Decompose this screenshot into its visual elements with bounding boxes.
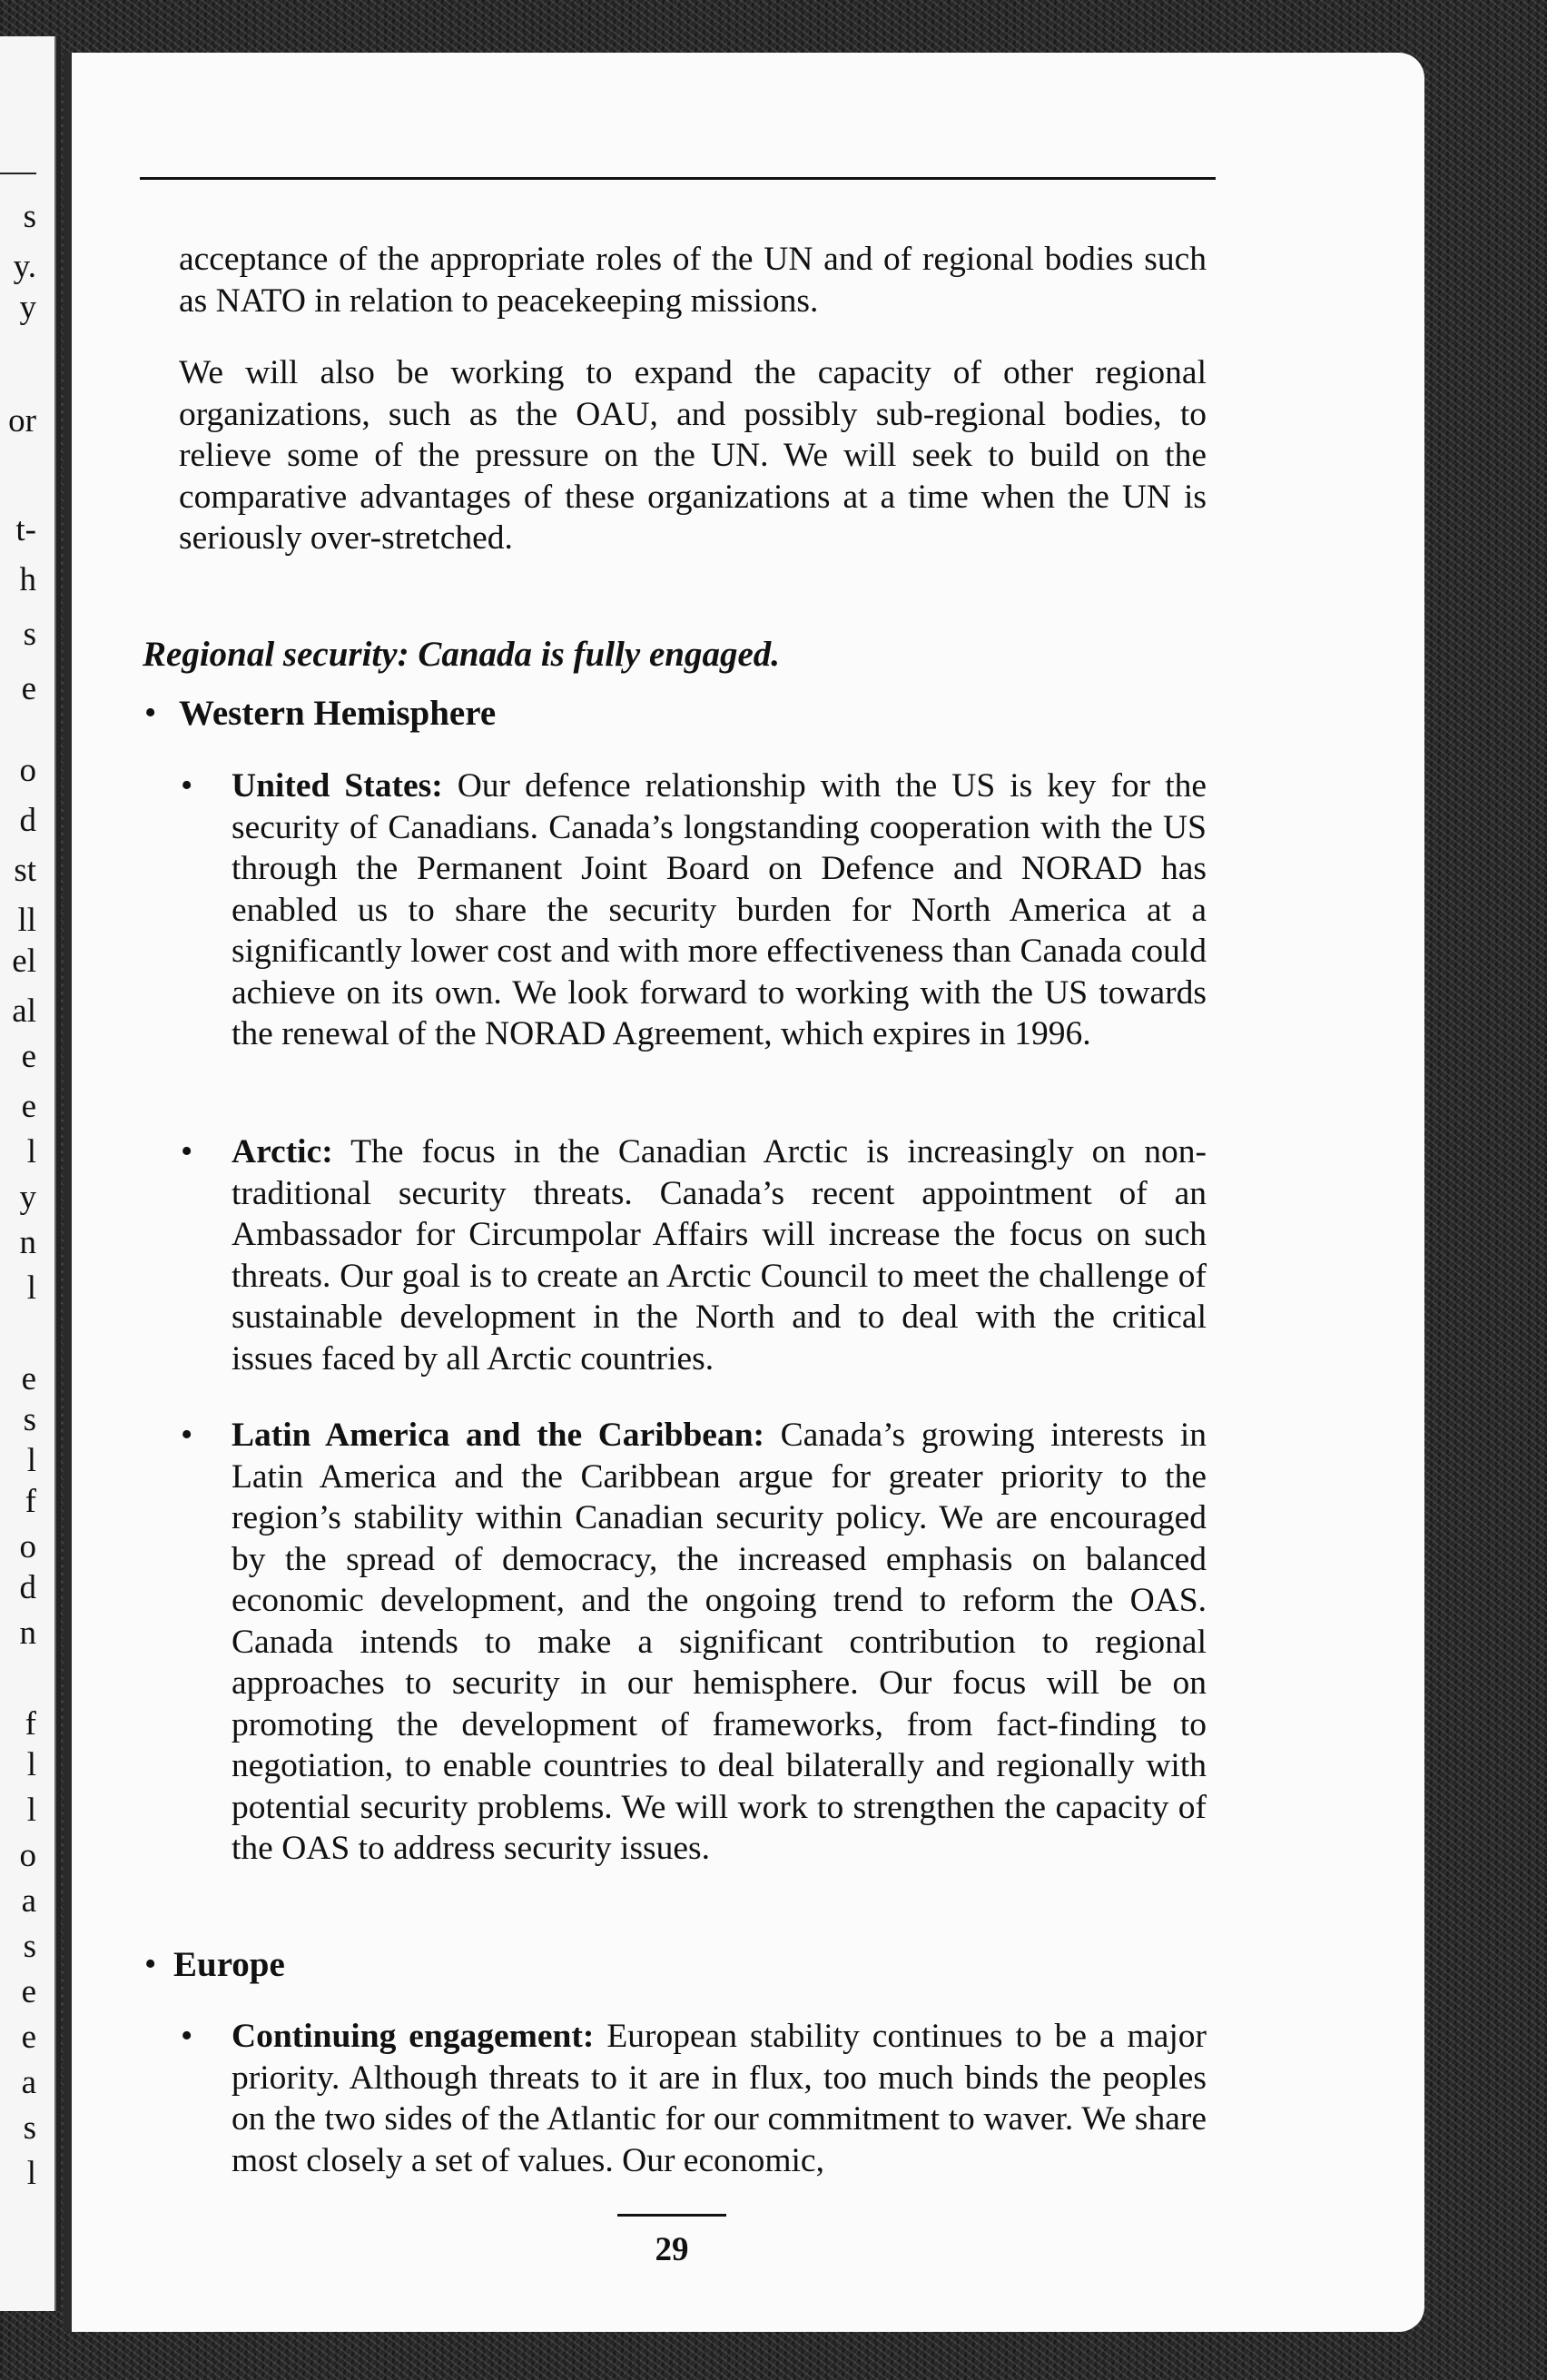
previous-page-fragment: e — [21, 1973, 36, 2010]
previous-page-fragment: a — [21, 2064, 36, 2101]
bullet-europe: • — [144, 1945, 157, 1983]
previous-page-rule — [0, 173, 36, 174]
book-spine — [54, 36, 56, 2311]
page-number-rule — [617, 2214, 726, 2217]
previous-page-fragment: e — [21, 1088, 36, 1125]
previous-page-fragment: y — [19, 289, 36, 326]
previous-page-fragment: s — [23, 198, 36, 235]
previous-page-edge — [0, 36, 61, 2311]
text-united-states: Our defence relationship with the US is key for the security of Canadians. Canada’s longstanding cooperation with the US through the Permanent Joint Board on Defence and NORAD has enabled us to share the security burden for North America at a significantly lower cost and with more effectiveness than Canada could achieve on its own. We look forward to working with the US towards the renewal of the NORAD Agreement, which expires in 1996. — [232, 767, 1207, 1052]
previous-page-fragment: el — [12, 943, 36, 980]
previous-page-fragment: e — [21, 670, 36, 707]
previous-page-fragment: o — [19, 752, 36, 789]
previous-page-fragment: t- — [15, 511, 36, 548]
previous-page-fragment: f — [25, 1705, 36, 1743]
previous-page-fragment: e — [21, 1360, 36, 1397]
document-page — [64, 53, 1424, 2332]
bullet-united-states: • — [181, 766, 193, 805]
western-hemisphere-heading: Western Hemisphere — [179, 694, 497, 733]
text-arctic: The focus in the Canadian Arctic is increasingly on non-traditional security threats. Canada’s recent appointment of an Ambassador for Circumpolar Affairs will increase the focus on such threats. Our goal is to create an Arctic Council to meet the challenge of sustainable development in the North and to deal with the critical issues faced by all Arctic countries. — [232, 1133, 1207, 1378]
previous-page-fragment: or — [8, 402, 36, 439]
paragraph-2: We will also be working to expand the capacity of other regional organizations, such as the OAU, and possibly sub-regional bodies, to relieve some of the pressure on the UN. We will seek to build on the comparative advantages of these organizations at a time when the UN is seriously over-stretched. — [179, 354, 1207, 557]
previous-page-fragment: l — [26, 1269, 36, 1307]
previous-page-fragment: st — [14, 852, 36, 889]
previous-page-fragment: n — [19, 1615, 36, 1652]
term-arctic: Arctic: — [232, 1133, 333, 1170]
previous-page-fragment: s — [23, 616, 36, 653]
previous-page-fragment: o — [19, 1528, 36, 1565]
previous-page-fragment: d — [19, 802, 36, 839]
previous-page-fragment: o — [19, 1837, 36, 1874]
previous-page-fragment: ll — [17, 902, 36, 939]
previous-page-fragment: y. — [13, 248, 36, 285]
previous-page-fragment: l — [26, 2155, 36, 2192]
previous-page-fragment: h — [19, 561, 36, 598]
text-continuing-engagement: European stability continues to be a major priority. Although threats to it are in flux, too much binds the peoples on the two sides of the Atlantic for our commitment to waver. We share most closely a set of values. Our economic, — [232, 2018, 1207, 2179]
previous-page-fragment: l — [26, 1746, 36, 1783]
bullet-continuing-engagement: • — [181, 2017, 193, 2055]
item-united-states — [232, 765, 1207, 1055]
term-continuing-engagement: Continuing engagement: — [232, 2018, 595, 2055]
previous-page-fragment: al — [12, 992, 36, 1030]
previous-page-fragment: l — [26, 1442, 36, 1479]
previous-page-fragment: s — [23, 2109, 36, 2147]
paragraph-1: acceptance of the appropriate roles of the UN and of regional bodies such as NATO in relation to peacekeeping missions. — [179, 241, 1207, 320]
previous-page-fragment: e — [21, 2019, 36, 2056]
page-content — [72, 53, 1424, 2332]
item-continuing-engagement — [232, 2016, 1207, 2181]
bullet-western-hemisphere: • — [144, 694, 157, 732]
term-united-states: United States: — [232, 767, 443, 805]
previous-page-fragment: s — [23, 1401, 36, 1438]
previous-page-fragment: e — [21, 1038, 36, 1075]
previous-page-fragment: s — [23, 1928, 36, 1965]
item-latin-america — [232, 1415, 1207, 1870]
europe-heading: Europe — [173, 1945, 285, 1984]
previous-page-fragment: y — [19, 1179, 36, 1216]
bullet-arctic: • — [181, 1132, 193, 1170]
term-latin-america: Latin America and the Caribbean: — [232, 1417, 765, 1454]
previous-page-fragment: l — [26, 1792, 36, 1829]
page-number: 29 — [655, 2231, 689, 2268]
bullet-latin-america: • — [181, 1416, 193, 1454]
item-arctic — [232, 1131, 1207, 1379]
previous-page-fragment: d — [19, 1569, 36, 1606]
section-heading: Regional security: Canada is fully engaged. — [143, 635, 780, 674]
previous-page-fragment: a — [21, 1882, 36, 1920]
previous-page-fragment: l — [26, 1133, 36, 1170]
text-latin-america: Canada’s growing interests in Latin America and the Caribbean argue for greater priority to the region’s stability within Canadian security policy. We are encouraged by the spread of democracy, the increased emphasis on balanced economic development, and the ongoing trend to reform the OAS. Canada intends to make a significant contribution to regional approaches to security in our hemisphere. Our focus will be on promoting the development of frameworks, from fact-finding to negotiation, to enable countries to deal bilaterally and regionally with potential security problems. We will work to strengthen the capacity of the OAS to address security issues. — [232, 1417, 1207, 1867]
previous-page-fragment: n — [19, 1224, 36, 1261]
previous-page-fragment: f — [25, 1483, 36, 1520]
